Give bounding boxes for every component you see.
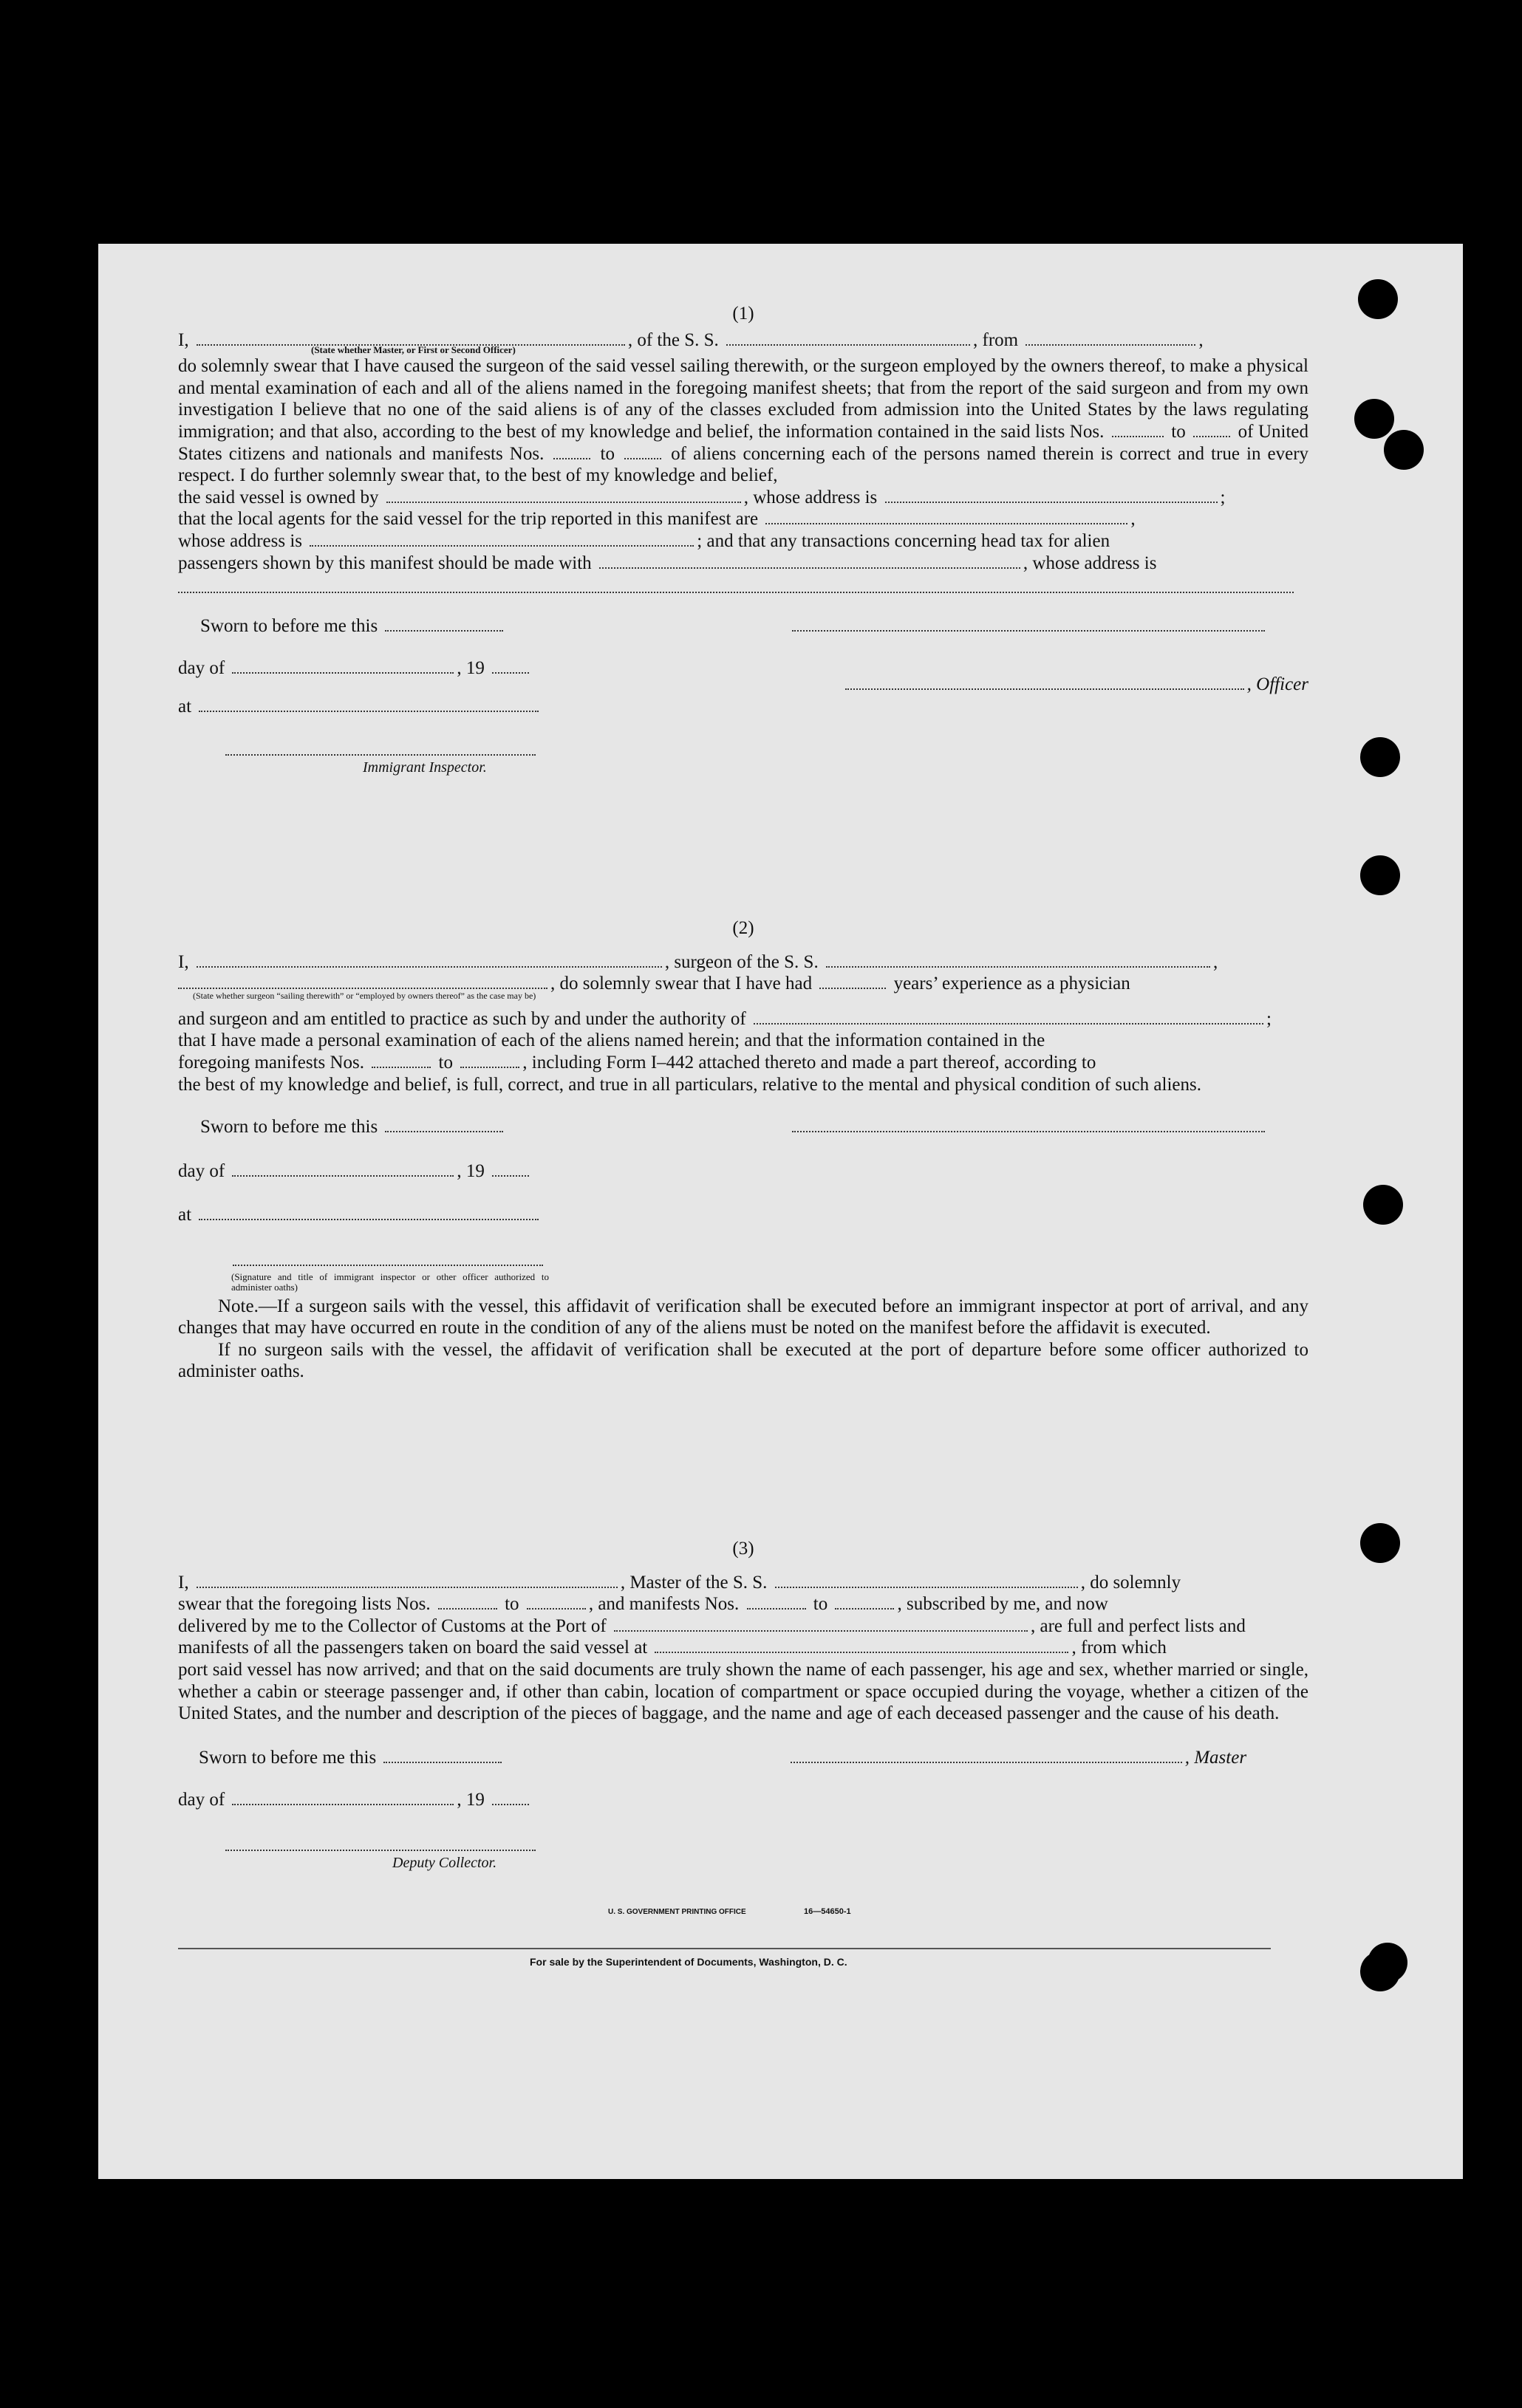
- owner-address-label: , whose address is: [743, 487, 878, 507]
- s3-ship-field[interactable]: [775, 1573, 1078, 1588]
- departure-port-field[interactable]: [1026, 331, 1195, 346]
- s1-aliens-text: of aliens concerning each of the persons named therein is correct and true in every respect. I do further solemnly swear that, to the best of my knowledge and belief,: [178, 443, 1309, 486]
- s3-month-field[interactable]: [232, 1790, 454, 1805]
- section-1-number: (1): [732, 304, 754, 324]
- lists-from-field[interactable]: [1112, 423, 1164, 437]
- agents-field[interactable]: [765, 510, 1127, 524]
- s1-year-label: , 19: [457, 658, 485, 679]
- s3-port-field[interactable]: [614, 1617, 1028, 1632]
- s3-taken-label: manifests of all the passengers taken on board the said vessel at: [178, 1638, 648, 1658]
- note-2: If no surgeon sails with the vessel, the affidavit of verification shall be executed at the port of departure before some officer authorized to administer oaths.: [178, 1339, 1308, 1382]
- head-tax-address-field[interactable]: [178, 578, 1294, 593]
- s2-at-label: at: [178, 1205, 192, 1225]
- s3-sworn-day-field[interactable]: [383, 1748, 502, 1763]
- s2-examination-text: that I have made a personal examination of each of the aliens named herein; and that the information contained in the: [178, 1030, 1045, 1051]
- s3-subscribed-label: , subscribed by me, and now: [897, 1594, 1108, 1615]
- s1-month-field[interactable]: [232, 659, 454, 674]
- ship-name-field[interactable]: [726, 331, 970, 346]
- inspector-signature-line[interactable]: [225, 741, 536, 756]
- s3-lists-from-field[interactable]: [438, 1595, 497, 1610]
- s1-sworn-label: Sworn to before me this: [200, 615, 378, 636]
- immigrant-inspector-label: Immigrant Inspector.: [363, 759, 487, 776]
- head-tax-label: passengers shown by this manifest should be made with: [178, 553, 592, 573]
- head-tax-field[interactable]: [599, 554, 1020, 569]
- form-code: 16—54650-1: [804, 1907, 851, 1916]
- s3-ship-label: , Master of the S. S.: [620, 1572, 768, 1593]
- s1-from-label: , from: [973, 329, 1019, 350]
- form-page: [98, 244, 1463, 2179]
- s3-lists-label: swear that the foregoing lists Nos.: [178, 1594, 431, 1615]
- owned-by-label: the said vessel is owned by: [178, 487, 379, 507]
- s1-paragraph: [178, 355, 1308, 487]
- s2-comma: ,: [1212, 951, 1218, 972]
- s2-belief-text: the best of my knowledge and belief, is full, correct, and true in all particulars, relative to the mental and physical condition of such aliens.: [178, 1074, 1201, 1095]
- s1-year-field[interactable]: [492, 659, 529, 674]
- s1-ship-label: , of the S. S.: [627, 329, 719, 350]
- s2-year-field[interactable]: [492, 1162, 529, 1177]
- s3-to-label-2: to: [813, 1594, 828, 1615]
- owner-field[interactable]: [386, 488, 741, 503]
- binder-hole: [1360, 1523, 1400, 1563]
- lists-to-field[interactable]: [1193, 423, 1230, 437]
- authority-field[interactable]: [754, 1010, 1263, 1025]
- s1-comma: ,: [1198, 329, 1204, 350]
- s3-lists-to-field[interactable]: [527, 1595, 586, 1610]
- s1-officer-title-field[interactable]: [845, 675, 1244, 690]
- s1-at-label: at: [178, 696, 192, 716]
- binder-hole: [1358, 279, 1398, 319]
- s2-authority-label: and surgeon and am entitled to practice as such by and under the authority of: [178, 1008, 746, 1029]
- s3-port-label: delivered by me to the Collector of Customs at the Port of: [178, 1615, 607, 1636]
- s2-place-field[interactable]: [199, 1205, 539, 1220]
- officer-name-field[interactable]: [197, 331, 625, 346]
- binder-hole: [1368, 1943, 1407, 1983]
- binder-hole: [1384, 430, 1424, 470]
- s3-day-label: day of: [178, 1790, 225, 1810]
- s1-i-label: I,: [178, 329, 189, 350]
- binder-hole: [1363, 1185, 1403, 1225]
- master-note: (State whether Master, or First or Second Officer): [311, 344, 516, 356]
- collector-signature-line[interactable]: [225, 1836, 536, 1851]
- s3-year-label: , 19: [457, 1790, 485, 1810]
- head-tax-address-label: , whose address is: [1023, 553, 1157, 573]
- s1-to-label: to: [1171, 421, 1186, 442]
- master-signature-line[interactable]: [791, 1748, 1182, 1763]
- s1-manifests-label: of United States citizens and nationals and manifests Nos.: [178, 421, 1309, 464]
- s2-form-text: , including Form I–442 attached thereto and made a part thereof, according to: [522, 1052, 1096, 1073]
- binder-hole: [1354, 399, 1394, 439]
- s2-sworn-label: Sworn to before me this: [200, 1117, 378, 1138]
- s3-from-which-label: , from which: [1071, 1638, 1167, 1658]
- agents-label: that the local agents for the said vessel for the trip reported in this manifest are: [178, 509, 759, 530]
- surgeon-name-field[interactable]: [197, 953, 662, 968]
- s1-comma-2: ,: [1130, 509, 1136, 530]
- s1-day-label: day of: [178, 658, 225, 679]
- s2-i-label: I,: [178, 951, 189, 972]
- manifests-from-field[interactable]: [553, 445, 590, 459]
- s2-sworn-day-field[interactable]: [385, 1118, 503, 1132]
- footer-rule: [178, 1948, 1271, 1949]
- s1-semicolon: ;: [1220, 487, 1226, 507]
- s1-place-field[interactable]: [199, 697, 539, 712]
- s2-month-field[interactable]: [232, 1162, 454, 1177]
- note-1: Note.—If a surgeon sails with the vessel, this affidavit of verification shall be executed before an immigrant inspector at port of arrival, and any changes that may have occurred en route in the condition of any of the aliens must be noted on the manifest before the affidavit is executed.: [178, 1296, 1308, 1338]
- surgeon-note: (State whether surgeon “sailing therewith” or “employed by owners thereof” as the case may be): [193, 990, 536, 1001]
- s3-i-label: I,: [178, 1572, 189, 1593]
- s2-oath-label: , do solemnly swear that I have had: [550, 974, 813, 994]
- sale-notice: For sale by the Superintendent of Documents, Washington, D. C.: [530, 1956, 847, 1968]
- agents-address-label: whose address is: [178, 530, 303, 551]
- s2-semicolon: ;: [1266, 1008, 1272, 1029]
- s1-sworn-day-field[interactable]: [385, 617, 503, 632]
- s3-embark-port-field[interactable]: [655, 1638, 1068, 1653]
- s2-manifests-from-field[interactable]: [372, 1053, 431, 1068]
- section-3-number: (3): [732, 1539, 754, 1559]
- s2-manifests-to-field[interactable]: [460, 1053, 519, 1068]
- s2-ship-field[interactable]: [826, 953, 1210, 968]
- s3-full-lists-label: , are full and perfect lists and: [1031, 1615, 1246, 1636]
- s3-sworn-label: Sworn to before me this: [199, 1747, 377, 1768]
- s3-manifests-to-field[interactable]: [835, 1595, 894, 1610]
- manifests-to-field[interactable]: [624, 445, 661, 459]
- s2-day-label: day of: [178, 1160, 225, 1181]
- s3-paragraph: port said vessel has now arrived; and that on the said documents are truly shown the name of each passenger, his age and sex, whether married or single, whether a cabin or steerage passenger and, if other than cabin, location of compartment or space occupied during the voyage, whether a citizen of the United States, and the number and description of the pieces of baggage, and the name and age of each deceased passenger and the cause of his death.: [178, 1659, 1308, 1724]
- section-1: [178, 303, 1308, 779]
- s2-officer-signature-line[interactable]: [233, 1251, 543, 1266]
- binder-hole: [1360, 737, 1400, 777]
- s2-manifests-label: foregoing manifests Nos.: [178, 1052, 365, 1073]
- s2-years-label: years’ experience as a physician: [893, 974, 1130, 994]
- s3-manifests-label: , and manifests Nos.: [588, 1594, 740, 1615]
- head-tax-text: ; and that any transactions concerning head tax for alien: [697, 530, 1110, 551]
- s3-year-field[interactable]: [492, 1790, 529, 1805]
- master-label: , Master: [1184, 1747, 1247, 1768]
- deputy-collector-label: Deputy Collector.: [392, 1854, 497, 1871]
- s2-ship-label: , surgeon of the S. S.: [664, 951, 819, 972]
- s2-year-label: , 19: [457, 1160, 485, 1181]
- s1-officer-signature-line[interactable]: [792, 617, 1265, 632]
- officer-label: , Officer: [1246, 674, 1308, 694]
- s3-to-label: to: [505, 1594, 519, 1615]
- owner-address-field[interactable]: [885, 488, 1218, 503]
- s2-surgeon-signature-line[interactable]: [792, 1118, 1265, 1132]
- s3-solemnly-label: , do solemnly: [1080, 1572, 1181, 1593]
- section-3: [178, 1538, 1308, 1874]
- master-name-field[interactable]: [197, 1573, 618, 1588]
- binder-hole: [1360, 855, 1400, 895]
- s1-to-label-2: to: [600, 443, 615, 464]
- s1-oath-text: do solemnly swear that I have caused the surgeon of the said vessel sailing therewith, or the surgeon employed by the owners thereof, to make a physical and mental examination of each and all of the aliens named in the foregoing manifest sheets; that from the report of the said surgeon and from my own investigation I believe that no one of the said aliens is of any of the classes excluded from admission into the United States by the laws regulating immigration; and that also, according to the best of my knowledge and belief, the information contained in the said lists Nos.: [178, 356, 1308, 442]
- section-2-number: (2): [732, 918, 754, 938]
- s2-to-label: to: [438, 1052, 453, 1073]
- surgeon-status-field[interactable]: [178, 974, 547, 989]
- gpo-imprint: U. S. GOVERNMENT PRINTING OFFICE: [608, 1908, 746, 1916]
- s3-manifests-from-field[interactable]: [747, 1595, 806, 1610]
- years-experience-field[interactable]: [819, 974, 886, 989]
- agents-address-field[interactable]: [310, 532, 694, 547]
- s2-signature-note: (Signature and title of immigrant inspector or other officer authorized to administer oaths): [231, 1270, 549, 1293]
- section-2: [178, 917, 1308, 1383]
